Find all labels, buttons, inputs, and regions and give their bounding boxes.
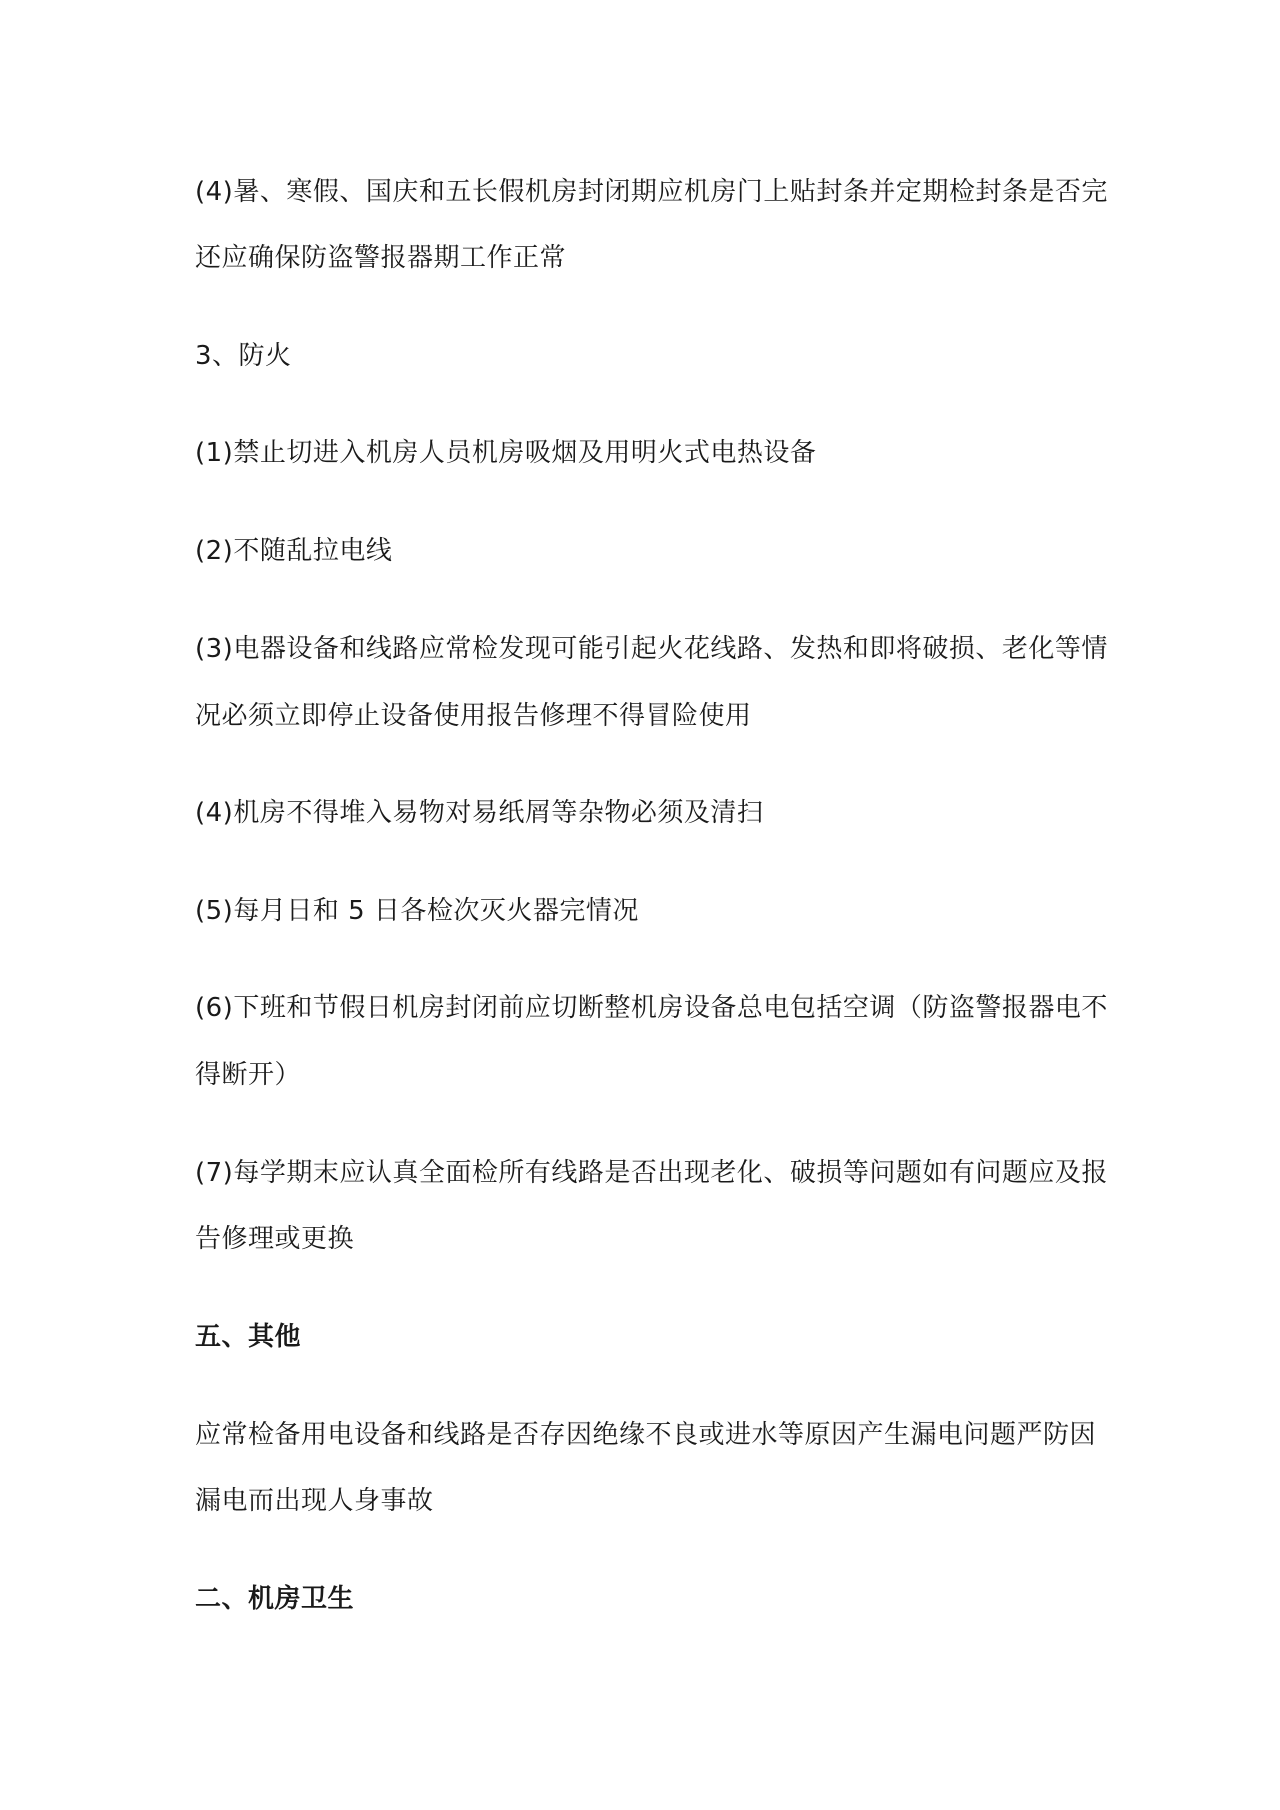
other-paragraph-line-1: 应常检备用电设备和线路是否存因绝缘不良或进水等原因产生漏电问题严防因 (195, 1420, 1097, 1450)
fire-item-3-line-1: (3)电器设备和线路应常检发现可能引起火花线路、发热和即将破损、老化等情 (195, 634, 1108, 664)
section-3-heading: 3、防火 (195, 341, 292, 371)
fire-item-1: (1)禁止切进入机房人员机房吸烟及用明火式电热设备 (195, 438, 817, 468)
section-2-heading: 二、机房卫生 (195, 1584, 355, 1614)
paragraph-4-line-2: 还应确保防盗警报器期工作正常 (195, 243, 567, 273)
fire-item-7-line-1: (7)每学期末应认真全面检所有线路是否出现老化、破损等问题如有问题应及报 (195, 1158, 1108, 1188)
fire-item-5: (5)每月日和 5 日各检次灭火器完情况 (195, 896, 639, 926)
paragraph-4-line-1: (4)暑、寒假、国庆和五长假机房封闭期应机房门上贴封条并定期检封条是否完 (195, 177, 1108, 207)
fire-item-6-line-1: (6)下班和节假日机房封闭前应切断整机房设备总电包括空调（防盗警报器电不 (195, 993, 1108, 1023)
fire-item-3-line-2: 况必须立即停止设备使用报告修理不得冒险使用 (195, 701, 752, 731)
section-5-heading: 五、其他 (195, 1322, 302, 1352)
fire-item-4: (4)机房不得堆入易物对易纸屑等杂物必须及清扫 (195, 798, 764, 828)
other-paragraph-line-2: 漏电而出现人身事故 (195, 1486, 434, 1516)
fire-item-2: (2)不随乱拉电线 (195, 536, 393, 566)
fire-item-7-line-2: 告修理或更换 (195, 1224, 355, 1254)
fire-item-6-line-2: 得断开） (195, 1060, 302, 1090)
